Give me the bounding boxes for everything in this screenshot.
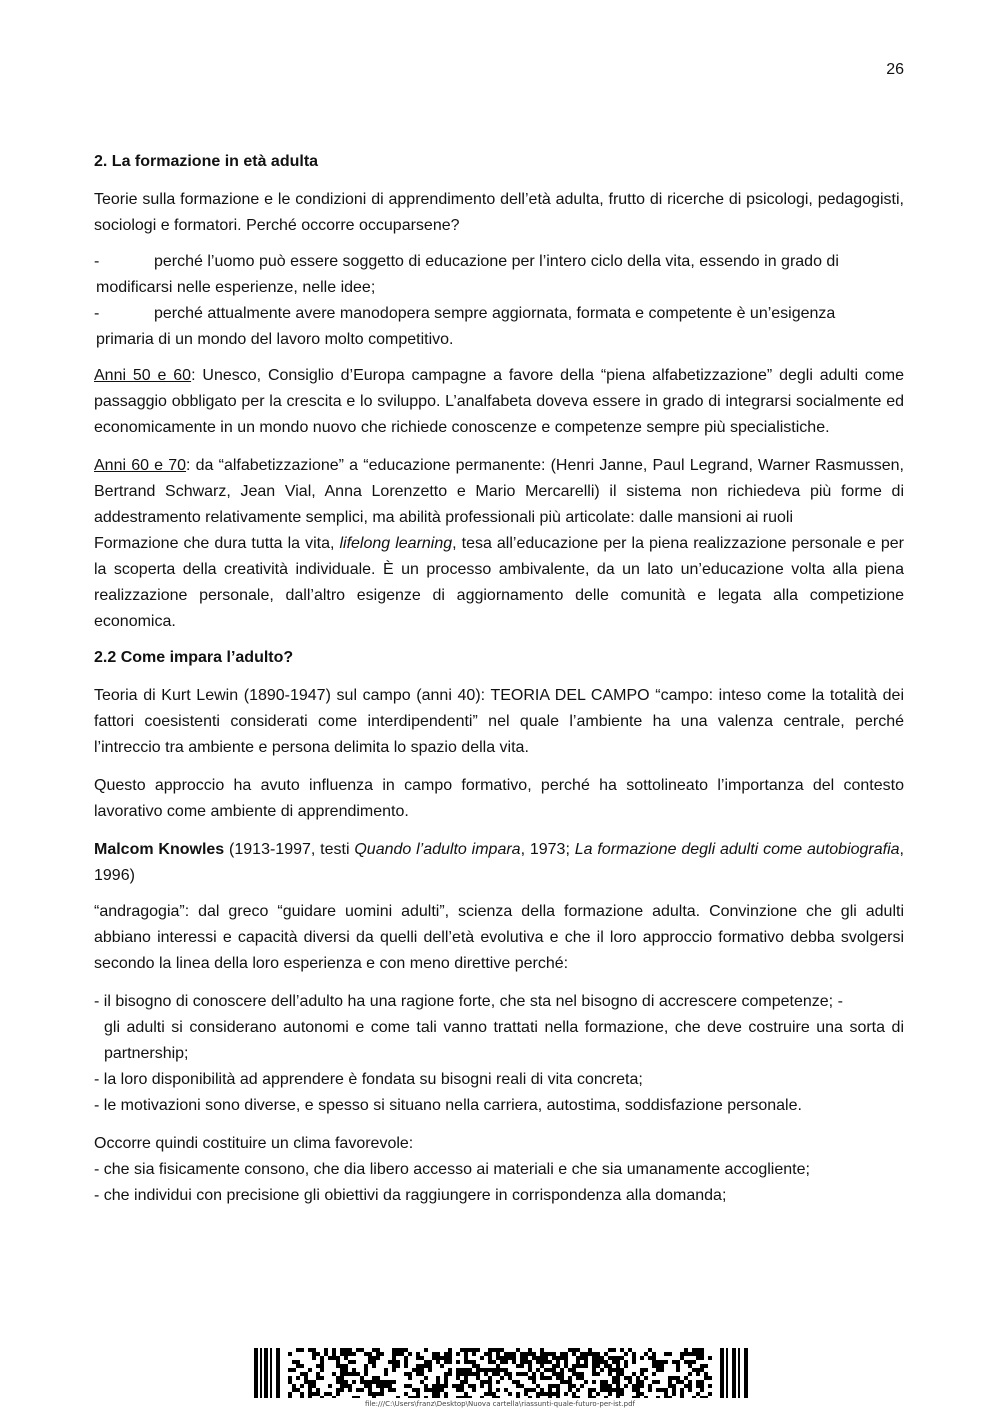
page-number: 26 <box>886 61 904 78</box>
intro-paragraph: Teorie sulla formazione e le condizioni di apprendimento dell’età adulta, frutto di ricerche di psicologi, pedagogisti, sociologi e formatori. Perché occorre occuparsene? <box>94 191 904 234</box>
list-item-text: perché l’uomo può essere soggetto di educazione per l’intero ciclo della vita, essendo in grado di <box>154 253 839 270</box>
paragraph-lifelong <box>94 531 904 635</box>
list-dash: - <box>94 253 100 270</box>
paragraph-approach: Questo approccio ha avuto influenza in campo formativo, perché ha sottolineato l’importanza del contesto lavorativo come ambiente di apprendimento. <box>94 777 904 820</box>
list-item <box>94 301 904 327</box>
paragraph-text: Formazione che dura tutta la vita, <box>94 535 340 552</box>
book-title: Quando l’adulto impara <box>354 841 521 858</box>
list-dash: - <box>94 305 100 322</box>
section-heading: 2. La formazione in età adulta <box>94 153 319 170</box>
list-item: - il bisogno di conoscere dell’adulto ha una ragione forte, che sta nel bisogno di accrescere competenze; - <box>94 993 843 1010</box>
list-item-text: perché attualmente avere manodopera sempre aggiornata, formata e competente è un’esigenza <box>154 305 836 322</box>
climate-list <box>94 1131 904 1209</box>
list-item: gli adulti si considerano autonomi e come tali vanno trattati nella formazione, che deve costruire una sorta di partnership; <box>104 1019 904 1062</box>
author-name: Malcom Knowles <box>94 841 225 858</box>
paragraph-text: (1913-1997, testi <box>224 841 355 858</box>
paragraph-text: , tesa all’educazione per la piena realizzazione personale e per la scoperta della creatività individuale. È un processo ambivalente, da un lato un’educazione volta alla piena realizzazione personale, dall’altro esigenze di aggiornamento delle comunità e legata alla competizione economica. <box>94 535 904 630</box>
period-label: Anni 60 e 70 <box>94 457 187 474</box>
list-item: - le motivazioni sono diverse, e spesso si situano nella carriera, autostima, soddisfazione personale. <box>94 1097 802 1114</box>
subsection-heading: 2.2 Come impara l’adulto? <box>94 649 294 666</box>
paragraph-anni-60-70 <box>94 453 904 531</box>
list-item: - la loro disponibilità ad apprendere è fondata su bisogni reali di vita concreta; <box>94 1071 643 1088</box>
list-item: - che sia fisicamente consono, che dia libero accesso ai materiali e che sia umanamente accogliente; <box>94 1161 810 1178</box>
paragraph-text: , 1996) <box>94 841 904 884</box>
list-intro: Occorre quindi costituire un clima favorevole: <box>94 1135 414 1152</box>
italic-term: lifelong learning <box>339 535 453 552</box>
paragraph-anni-50-60 <box>94 363 904 441</box>
list-item-continuation: primaria di un mondo del lavoro molto competitivo. <box>96 331 454 348</box>
paragraph-knowles <box>94 837 904 889</box>
list-item-continuation: modificarsi nelle esperienze, nelle idee; <box>96 279 376 296</box>
barcode <box>254 1348 750 1398</box>
paragraph-text: : Unesco, Consiglio d’Europa campagne a favore della “piena alfabetizzazione” degli adulti come passaggio obbligato per la crescita e lo sviluppo. L’analfabeta doveva essere in grado di integrarsi socialmente ed economicamente in un mondo nuovo che richiede conoscenze e competenze sempre più specialistiche. <box>94 367 904 436</box>
reasons-list <box>94 249 904 353</box>
paragraph-andragogia: “andragogia”: dal greco “guidare uomini adulti”, scienza della formazione adulta. Convinzione che gli adulti abbiano interessi e capacità diversi da quelli dell’età evolutiva e che il loro approccio formativo debba svolgersi secondo la linea della loro esperienza e con meno direttive perché: <box>94 903 904 972</box>
list-item: - che individui con precisione gli obiettivi da raggiungere in corrispondenza alla domanda; <box>94 1187 727 1204</box>
paragraph-text: , 1973; <box>520 841 575 858</box>
barcode-graphic <box>254 1348 750 1398</box>
paragraph-text: : da “alfabetizzazione” a “educazione permanente: (Henri Janne, Paul Legrand, Warner Rasmussen, Bertrand Schwarz, Jean Vial, Anna Lorenzetto e Mario Mercarelli) il sistema non richiedeva più forme di addestramento relativamente semplici, ma abilità professionali più articolate: dalle mansioni ai ruoli <box>94 457 905 526</box>
period-label: Anni 50 e 60 <box>94 367 192 384</box>
document-body <box>94 149 904 1209</box>
file-path-footer: file:///C:\Users\franz\Desktop\Nuova cartella\riassunti-quale-futuro-per-ist.pdf <box>364 1400 635 1408</box>
book-title: La formazione degli adulti come autobiografia <box>574 841 900 858</box>
list-item <box>94 249 904 275</box>
adult-traits-list <box>94 989 904 1119</box>
paragraph-lewin: Teoria di Kurt Lewin (1890-1947) sul campo (anni 40): TEORIA DEL CAMPO “campo: inteso come la totalità dei fattori coesistenti considerati come interdipendenti” nel quale l’ambiente ha una valenza centrale, perché l’intreccio tra ambiente e persona delimita lo spazio della vita. <box>94 687 904 756</box>
